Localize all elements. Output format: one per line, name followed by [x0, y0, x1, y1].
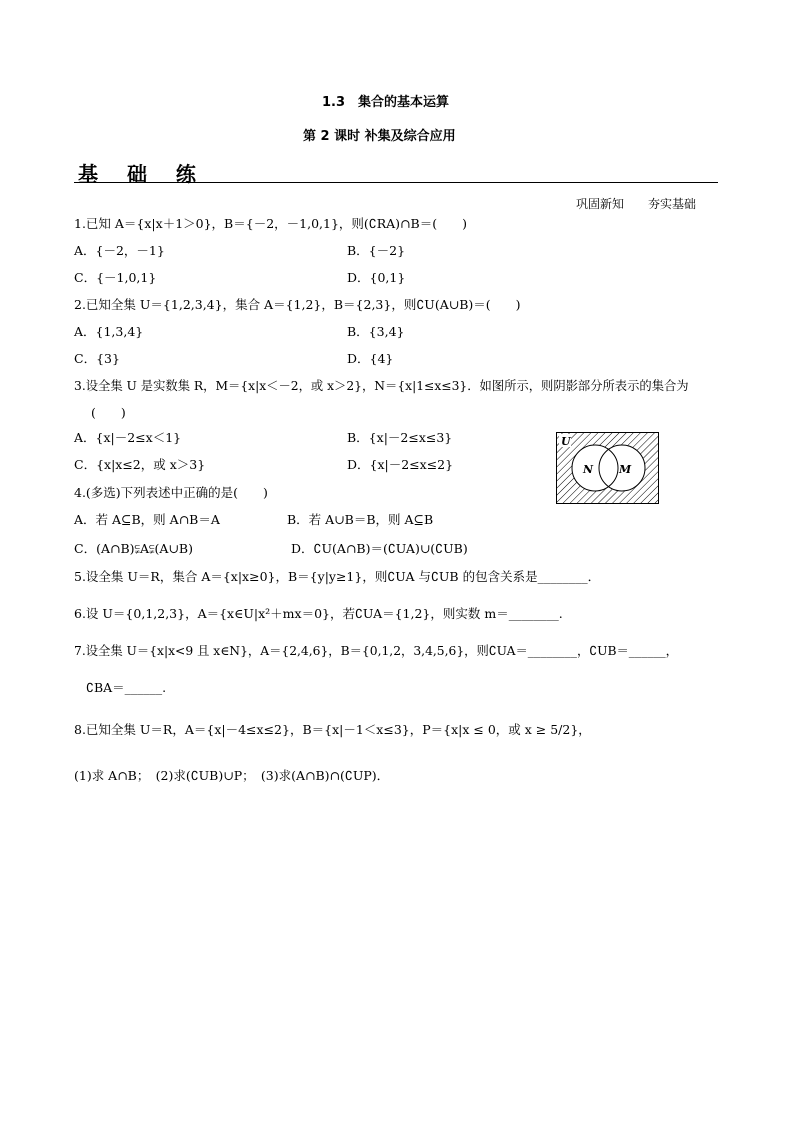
question-2-option-b: B．{3,4}	[347, 324, 405, 339]
question-8-stem: 8.已知全集 U＝R，A＝{x|－4≤x≤2}，B＝{x|－1＜x≤3}，P＝{x|x ≤ 0，或 x ≥ 5/2}，	[74, 722, 591, 737]
question-7-stem: 7.设全集 U＝{x|x<9 且 x∈N}，A＝{2,4,6}，B＝{0,1,2，3,4,5,6}，则∁UA＝________，∁UB＝______，	[74, 644, 678, 658]
question-4-option-b: B．若 A∪B＝B，则 A⊆B	[287, 512, 434, 527]
venn-diagram	[556, 432, 659, 504]
question-1-option-c: C．{－1,0,1}	[74, 270, 157, 285]
page-subtitle: 第 2 课时 补集及综合应用	[303, 129, 456, 144]
label-n: N	[583, 463, 594, 476]
question-7-stem-continued: ∁BA＝______.	[86, 680, 167, 695]
question-3-stem-continued: ( )	[91, 405, 126, 420]
question-3-option-d: D．{x|－2≤x≤2}	[347, 457, 454, 472]
question-5-stem: 5.设全集 U＝R，集合 A＝{x|x≥0}，B＝{y|y≥1}，则∁UA 与∁UB 的包含关系是________．	[74, 569, 601, 584]
question-1-option-b: B．{－2}	[347, 243, 406, 258]
question-2-option-d: D．{4}	[347, 351, 394, 366]
question-6-stem: 6.设 U＝{0,1,2,3}，A＝{x∈U|x²＋mx＝0}，若∁UA＝{1,2}，则实数 m＝________.	[74, 606, 563, 621]
question-3-stem: 3.设全集 U 是实数集 R，M＝{x|x＜－2，或 x＞2}，N＝{x|1≤x≤3}．如图所示，则阴影部分所表示的集合为	[74, 379, 689, 393]
question-2-option-c: C．{3}	[74, 351, 120, 366]
question-1-option-d: D．{0,1}	[347, 270, 406, 285]
question-4-option-a: A．若 A⊆B，则 A∩B＝A	[74, 512, 220, 527]
section-rule	[74, 182, 718, 183]
question-4-stem: 4.(多选)下列表述中正确的是( )	[74, 485, 268, 500]
question-3-option-a: A．{x|－2≤x＜1}	[74, 430, 182, 445]
question-3-option-b: B．{x|－2≤x≤3}	[347, 430, 453, 445]
label-m: M	[619, 463, 632, 476]
question-1-option-a: A．{－2，－1}	[74, 243, 165, 258]
section-tagline: 巩固新知 夯实基础	[576, 197, 697, 211]
page-title: 1.3 集合的基本运算	[322, 95, 450, 110]
question-2-stem: 2.已知全集 U＝{1,2,3,4}，集合 A＝{1,2}，B＝{2,3}，则∁U(A∪B)＝( )	[74, 297, 521, 312]
section-heading: 基 础 练	[78, 162, 207, 186]
label-u: U	[561, 435, 571, 448]
question-8-subparts: (1)求 A∩B； (2)求(∁UB)∪P； (3)求(A∩B)∩(∁UP)．	[74, 768, 390, 783]
question-4-option-d: D．∁U(A∩B)＝(∁UA)∪(∁UB)	[291, 541, 468, 556]
question-3-option-c: C．{x|x≤2，或 x＞3}	[74, 457, 206, 472]
question-4-option-c: C．(A∩B)⫋A⫋(A∪B)	[74, 541, 193, 556]
question-2-option-a: A．{1,3,4}	[74, 324, 144, 339]
question-1-stem: 1.已知 A＝{x|x＋1＞0}，B＝{－2，－1,0,1}，则(∁RA)∩B＝( )	[74, 216, 467, 231]
